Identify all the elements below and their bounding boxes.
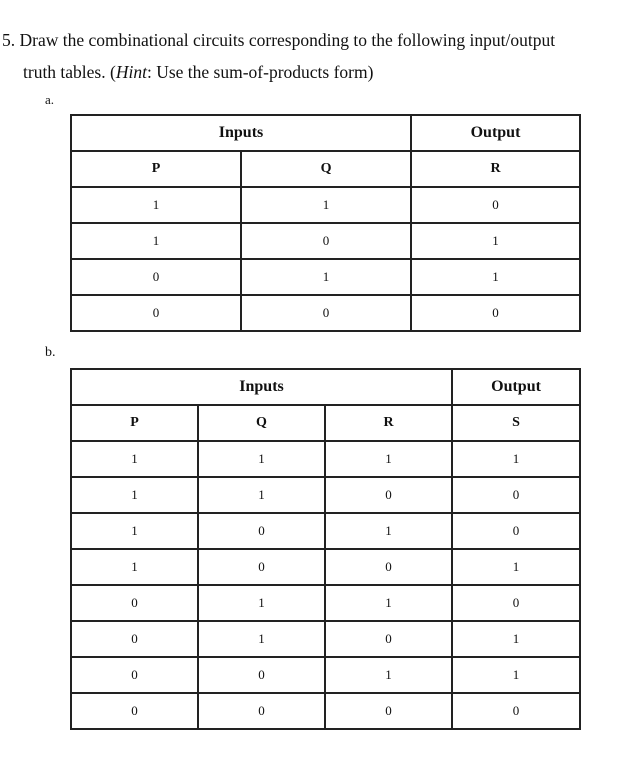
- table-cell: 0: [452, 693, 580, 729]
- table-cell: 0: [325, 477, 452, 513]
- column-header: P: [71, 405, 198, 441]
- question-number: 5.: [2, 30, 16, 50]
- table-cell: 0: [198, 657, 325, 693]
- table-row: [71, 621, 580, 657]
- table-cell: 1: [241, 259, 411, 295]
- table-cell: 0: [71, 259, 241, 295]
- question-text-pre: truth tables. (: [23, 62, 116, 82]
- table-row: [71, 549, 580, 585]
- table-cell: 0: [411, 295, 580, 331]
- table-row: [71, 259, 580, 295]
- table-cell: 0: [241, 295, 411, 331]
- table-cell: 1: [325, 657, 452, 693]
- table-header-row: [71, 369, 580, 405]
- column-header: Q: [198, 405, 325, 441]
- table-cell: 1: [198, 477, 325, 513]
- table-header-row: [71, 115, 580, 151]
- question-text-post: : Use the sum-of-products form): [146, 62, 374, 82]
- table-cell: 1: [452, 621, 580, 657]
- table-cell: 1: [411, 223, 580, 259]
- part-b-label: b.: [45, 345, 56, 360]
- table-cell: 1: [198, 585, 325, 621]
- table-cell: 0: [198, 549, 325, 585]
- table-cell: 0: [325, 621, 452, 657]
- table-cell: 0: [325, 549, 452, 585]
- hint-label: Hint: [115, 62, 147, 82]
- part-a-label: a.: [45, 92, 55, 107]
- column-header-row: [71, 405, 580, 441]
- question-text: Draw the combinational circuits corresponding to the following input/output: [19, 30, 556, 50]
- column-header: Q: [241, 151, 411, 187]
- table-row: [71, 441, 580, 477]
- table-cell: 0: [452, 477, 580, 513]
- table-cell: 1: [241, 187, 411, 223]
- table-cell: 1: [71, 441, 198, 477]
- table-cell: 0: [198, 513, 325, 549]
- truth-table-b: [70, 368, 581, 730]
- table-cell: 0: [71, 295, 241, 331]
- table-cell: 1: [325, 513, 452, 549]
- output-header: Output: [452, 369, 580, 405]
- table-row: [71, 693, 580, 729]
- table-cell: 1: [198, 621, 325, 657]
- question-line-2: [23, 62, 373, 83]
- table-row: [71, 657, 580, 693]
- table-cell: 1: [411, 259, 580, 295]
- column-header: S: [452, 405, 580, 441]
- table-row: [71, 585, 580, 621]
- table-cell: 1: [325, 585, 452, 621]
- truth-table-a: [70, 114, 581, 332]
- column-header-row: [71, 151, 580, 187]
- table-cell: 0: [198, 693, 325, 729]
- inputs-header: Inputs: [71, 115, 411, 151]
- question-line-1: [2, 30, 555, 51]
- table-cell: 1: [71, 187, 241, 223]
- column-header: R: [325, 405, 452, 441]
- table-cell: 1: [71, 513, 198, 549]
- table-cell: 0: [71, 621, 198, 657]
- table-cell: 0: [71, 585, 198, 621]
- table-row: [71, 477, 580, 513]
- table-cell: 0: [241, 223, 411, 259]
- table-cell: 0: [71, 693, 198, 729]
- table-cell: 1: [452, 657, 580, 693]
- inputs-header: Inputs: [71, 369, 452, 405]
- output-header: Output: [411, 115, 580, 151]
- column-header: P: [71, 151, 241, 187]
- table-cell: 1: [71, 477, 198, 513]
- table-row: [71, 513, 580, 549]
- table-cell: 0: [71, 657, 198, 693]
- table-row: [71, 295, 580, 331]
- table-cell: 1: [452, 549, 580, 585]
- table-cell: 1: [71, 549, 198, 585]
- table-cell: 0: [411, 187, 580, 223]
- table-cell: 0: [452, 585, 580, 621]
- table-cell: 0: [325, 693, 452, 729]
- table-cell: 0: [452, 513, 580, 549]
- table-row: [71, 223, 580, 259]
- table-cell: 1: [71, 223, 241, 259]
- table-cell: 1: [452, 441, 580, 477]
- table-cell: 1: [325, 441, 452, 477]
- table-row: [71, 187, 580, 223]
- column-header: R: [411, 151, 580, 187]
- table-cell: 1: [198, 441, 325, 477]
